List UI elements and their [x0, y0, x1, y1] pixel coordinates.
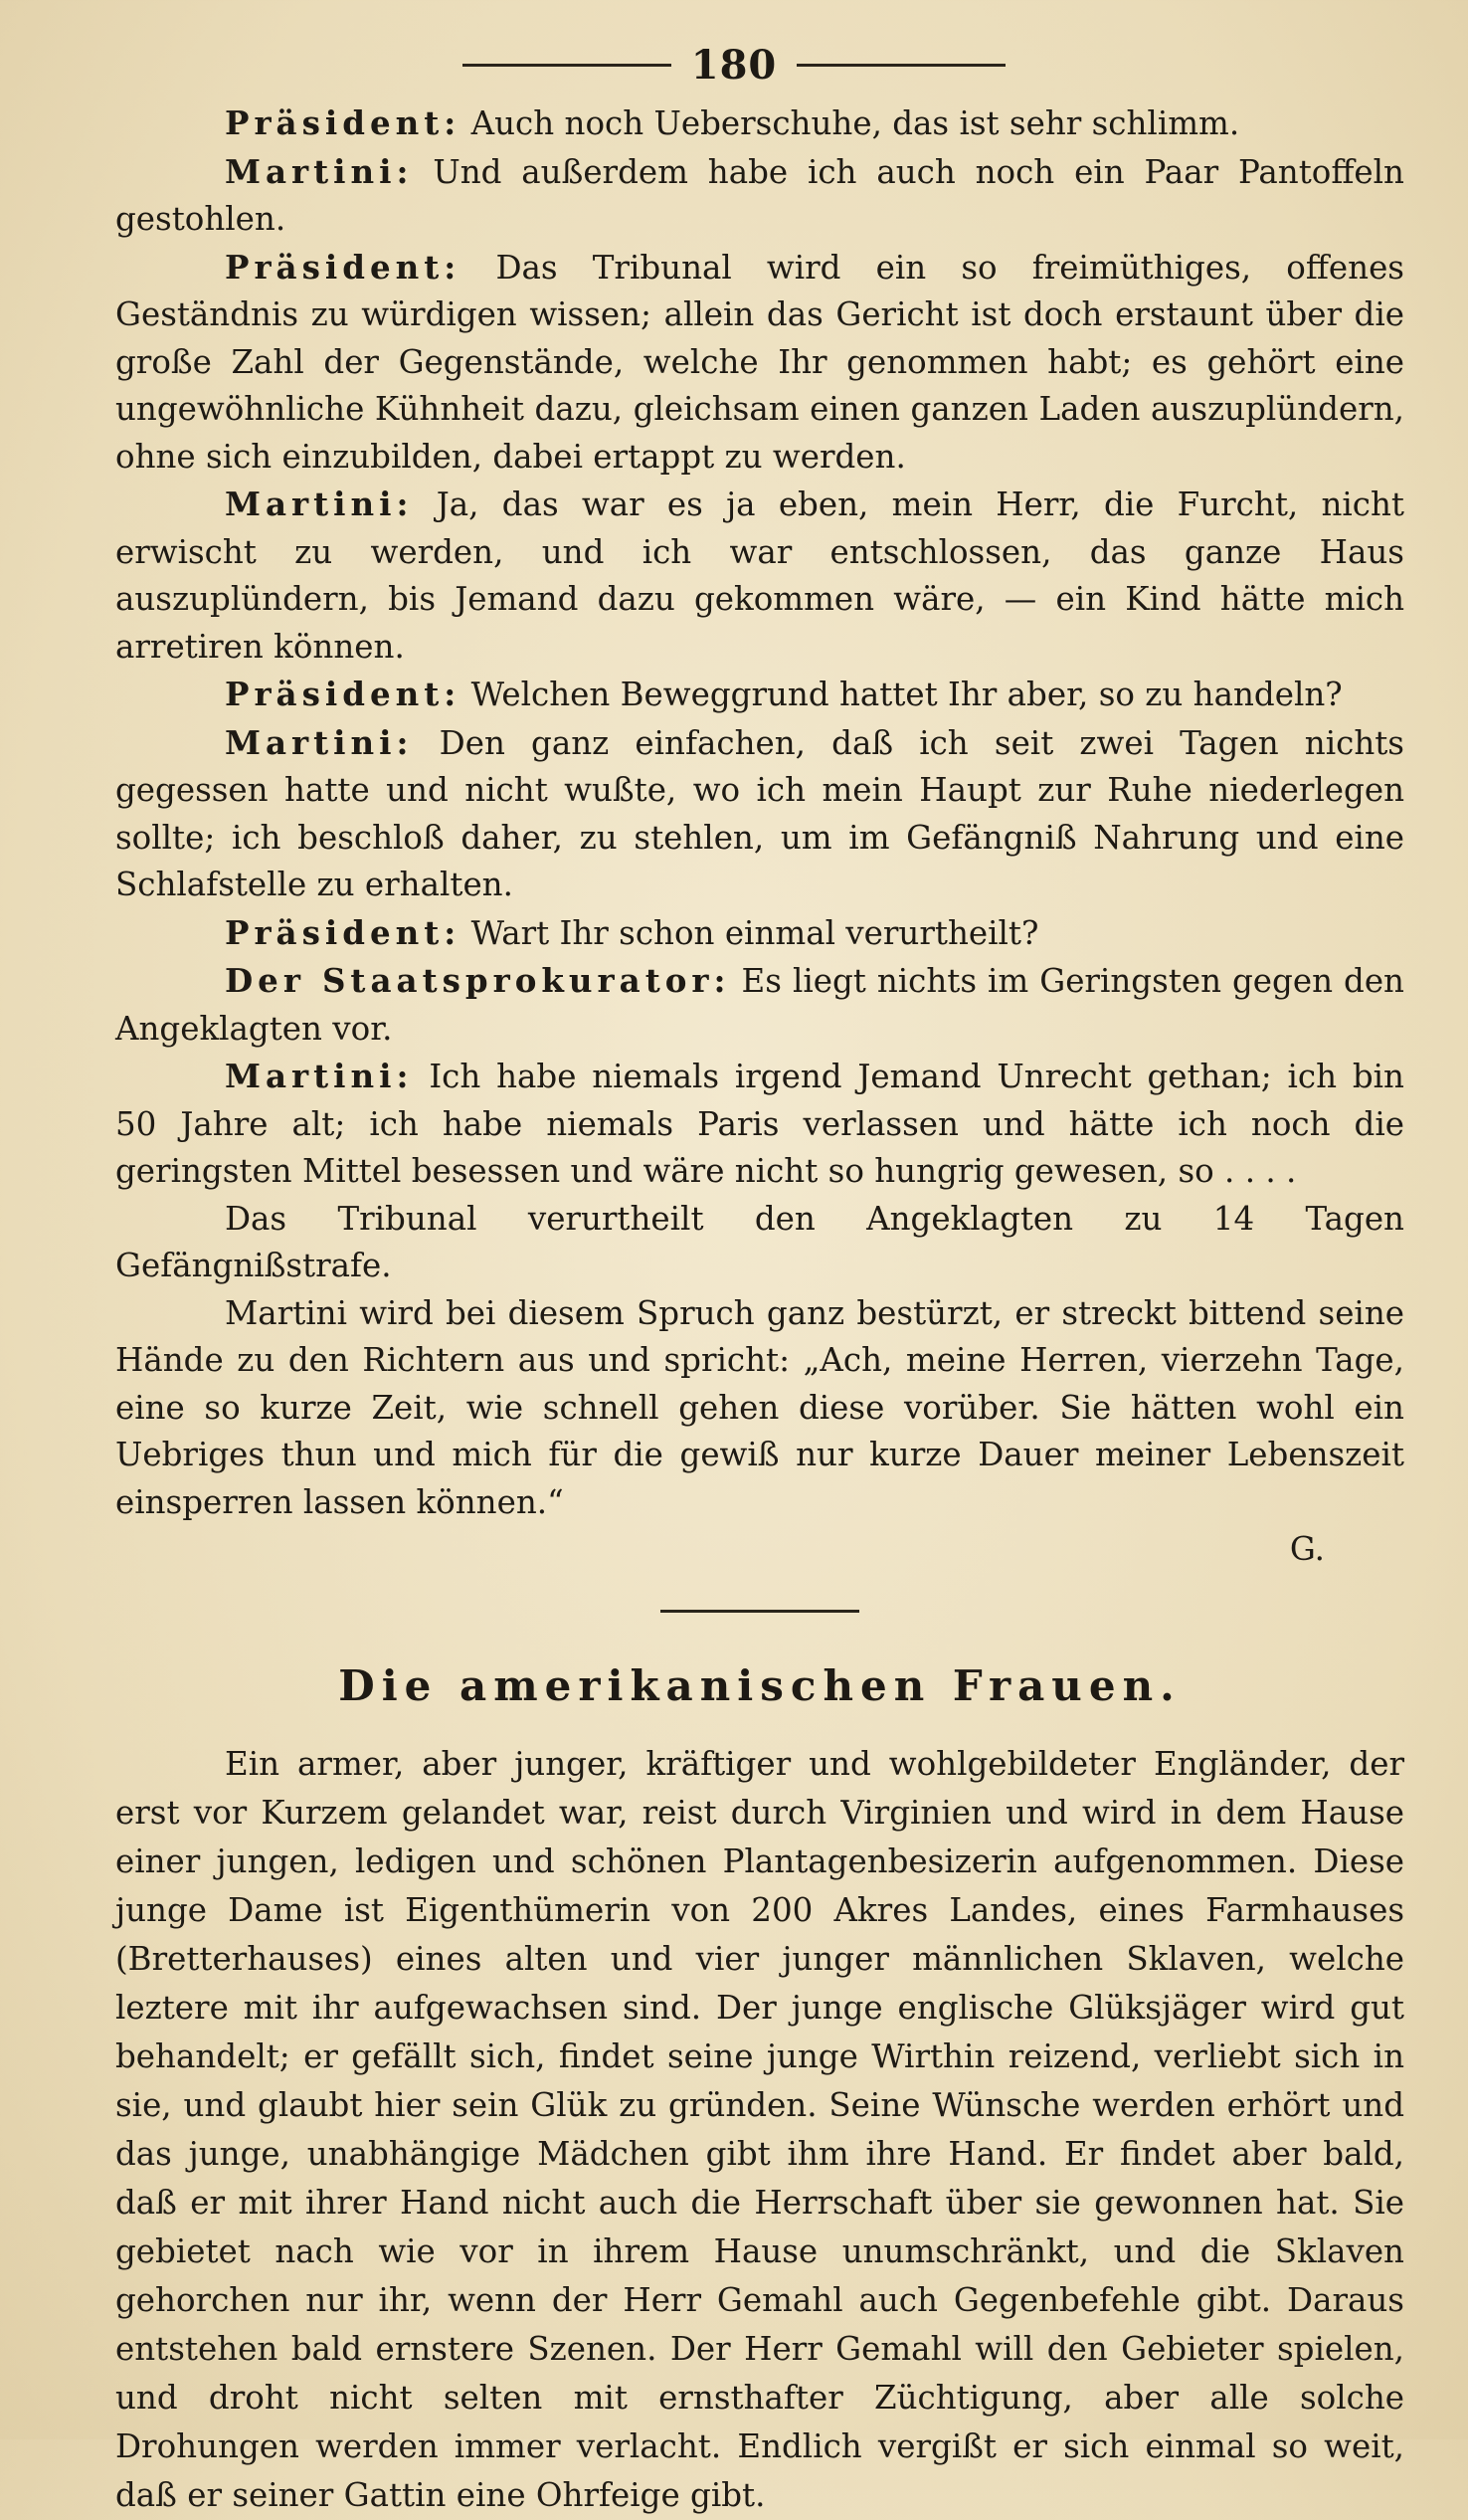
dialogue-line: [115, 99, 1404, 148]
section-title: Die amerikanischen Frauen.: [338, 1660, 1182, 1710]
dialogue-line: [115, 957, 1404, 1053]
dialogue-line: [115, 719, 1404, 909]
speech: Das Tribunal wird ein so freimüthiges, offenes Geständnis zu würdigen wissen; allein das Gericht ist doch erstaunt über die große Zahl der Gegenstände, welche Ihr genommen habt; es gehört eine ungewöhnliche Kühnheit dazu, gleichsam einen ganzen Laden auszuplündern, ohne sich einzubilden, dabei ertappt zu werden.: [115, 248, 1404, 476]
header-rule-left: [462, 64, 671, 67]
signature: G.: [1289, 1530, 1325, 1568]
verdict: Das Tribunal verurtheilt den Angeklagten zu 14 Tagen Gefängnißstrafe.: [115, 1199, 1404, 1284]
dialogue-line: [115, 671, 1404, 719]
speech: Den ganz einfachen, daß ich seit zwei Tagen nichts gegessen hatte und nicht wußte, wo ich mein Haupt zur Ruhe niederlegen sollte; ich beschloß daher, zu stehlen, um im Gefängniß Nahrung und eine Schlafstelle zu erhalten.: [115, 723, 1404, 903]
speaker: Präsident:: [225, 912, 461, 952]
speaker: Martini:: [225, 151, 414, 191]
speech: Wart Ihr schon einmal verurtheilt?: [470, 913, 1039, 952]
speech: Welchen Beweggrund hattet Ihr aber, so zu handeln?: [470, 676, 1343, 713]
speaker: Der Staatsprokurator:: [225, 961, 731, 1000]
speech: Auch noch Ueberschuhe, das ist sehr schlimm.: [470, 104, 1240, 142]
page-header: [0, 42, 1468, 88]
dialogue-line: [115, 148, 1404, 244]
dialogue-line: [115, 909, 1404, 958]
speech: Es liegt nichts im Geringsten gegen den Angeklagten vor.: [115, 962, 1404, 1048]
section-divider: [660, 1610, 859, 1613]
closing-paragraph: Martini wird bei diesem Spruch ganz bestürzt, er streckt bittend seine Hände zu den Richtern aus und spricht: „Ach, meine Herren, vierzehn Tage, eine so kurze Zeit, wie schnell gehen diese vorüber. Sie hätten wohl ein Uebriges thun und mich für die gewiß nur kurze Dauer meiner Lebenszeit einsperren lassen können.“: [115, 1293, 1404, 1521]
page-number: 180: [690, 41, 778, 89]
speaker: Martini:: [225, 722, 414, 762]
speaker: Martini:: [225, 485, 414, 523]
header-rule-right: [797, 64, 1006, 67]
speaker: Präsident:: [225, 103, 461, 142]
dialogue-line: [115, 244, 1404, 482]
dialogue-line: [115, 1053, 1404, 1196]
section-body: Ein armer, aber junger, kräftiger und wohlgebildeter Engländer, der erst vor Kurzem gelandet war, reist durch Virginien und wird in dem Hause einer jungen, ledigen und schönen Plantagenbesizerin aufgenommen. Diese junge Dame ist Eigenthümerin von 200 Akres Landes, eines Farmhauses (Bretterhauses) eines alten und vier junger männlichen Sklaven, welche leztere mit ihr aufgewachsen sind. Der junge englische Glüksjäger wird gut behandelt; er gefällt sich, findet seine junge Wirthin reizend, verliebt sich in sie, und glaubt hier sein Glük zu gründen. Seine Wünsche werden erhört und das junge, unabhängige Mädchen gibt ihm ihre Hand. Er findet aber bald, daß er mit ihrer Hand nicht auch die Herrschaft über sie gewonnen hat. Sie gebietet nach wie vor in ihrem Hause unumschränkt, und die Sklaven gehorchen nur ihr, wenn der Herr Gemahl auch Gegenbefehle gibt. Daraus entstehen bald ernstere Szenen. Der Herr Gemahl will den Gebieter spielen, und droht nicht selten mit ernsthafter Züchtigung, aber alle solche Drohungen werden immer verlacht. Endlich vergißt er sich einmal so weit, daß er seiner Gattin eine Ohrfeige gibt.: [115, 1744, 1404, 2514]
page-content: [115, 99, 1404, 2520]
speaker: Präsident:: [225, 675, 461, 713]
speech: Ja, das war es ja eben, mein Herr, die Furcht, nicht erwischt zu werden, und ich war entschlossen, das ganze Haus auszuplündern, bis Jemand dazu gekommen wäre, — ein Kind hätte mich arretiren können.: [115, 485, 1404, 666]
speech: Ich habe niemals irgend Jemand Unrecht gethan; ich bin 50 Jahre alt; ich habe niemals Paris verlassen und hätte ich noch die geringsten Mittel besessen und wäre nicht so hungrig gewesen, so . . . .: [115, 1058, 1404, 1190]
dialogue-line: [115, 481, 1404, 671]
speaker: Martini:: [225, 1057, 414, 1095]
speaker: Präsident:: [225, 247, 461, 287]
speech: Und außerdem habe ich auch noch ein Paar Pantoffeln gestohlen.: [115, 152, 1404, 238]
